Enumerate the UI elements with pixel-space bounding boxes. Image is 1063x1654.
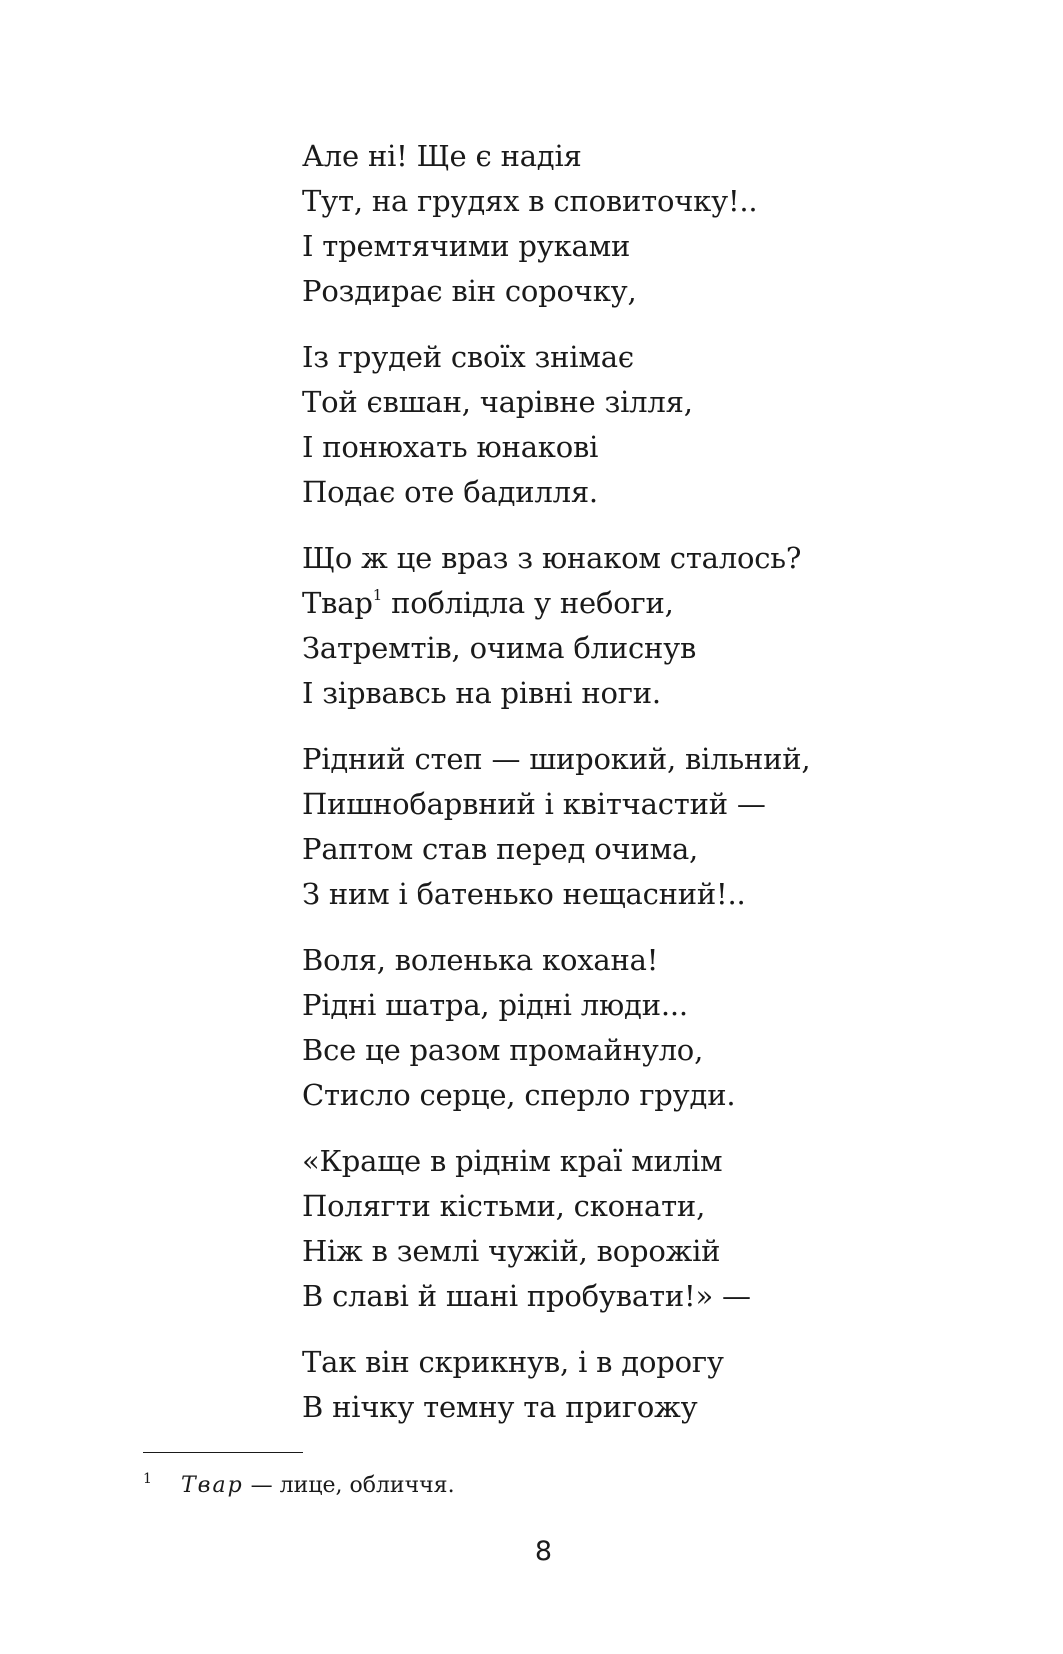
stanza-6 xyxy=(302,1139,1022,1319)
poem-line: Пишнобарвний і квітчастий — xyxy=(302,787,766,821)
poem-line: Із грудей своїх знімає xyxy=(302,340,634,374)
poem-line: В славі й шані пробувати!» — xyxy=(302,1279,751,1313)
poem-line: Роздирає він сорочку, xyxy=(302,274,637,308)
poem-line: Але ні! Ще є надія xyxy=(302,139,582,173)
poem-line: Рідний степ — широкий, вільний, xyxy=(302,742,811,776)
poem-line: Тут, на грудях в сповиточку!.. xyxy=(302,184,758,218)
poem-line: З ним і батенько нещасний!.. xyxy=(302,877,746,911)
poem-line: Стисло серце, сперло груди. xyxy=(302,1078,736,1112)
stanza-5 xyxy=(302,938,1022,1118)
footnote-reference[interactable]: 1 xyxy=(372,586,383,604)
poem-line: Полягти кістьми, сконати, xyxy=(302,1189,706,1223)
poem-line: Затремтів, очима блиснув xyxy=(302,631,697,665)
poem-line: Все це разом промайнуло, xyxy=(302,1033,704,1067)
stanza-1 xyxy=(302,134,1022,314)
footnote xyxy=(143,1464,455,1501)
poem-line: Ніж в землі чужій, ворожій xyxy=(302,1234,721,1268)
stanza-7 xyxy=(302,1340,1022,1430)
poem-line: «Краще в ріднім краї милім xyxy=(302,1144,723,1178)
footnote-divider xyxy=(143,1452,303,1453)
stanza-2 xyxy=(302,335,1022,515)
poem-line: Воля, воленька кохана! xyxy=(302,943,659,977)
poem-line: Рідні шатра, рідні люди... xyxy=(302,988,688,1022)
page-number: 8 xyxy=(534,1536,553,1567)
footnoted-line-rest: поблідла у небоги, xyxy=(382,586,674,620)
poem-text xyxy=(302,134,1022,1451)
poem-line: І зірвавсь на рівні ноги. xyxy=(302,676,661,710)
poem-line: Той євшан, чарівне зілля, xyxy=(302,385,693,419)
stanza-4 xyxy=(302,737,1022,917)
poem-line: В нічку темну та пригожу xyxy=(302,1390,698,1424)
poem-line: Раптом став перед очима, xyxy=(302,832,699,866)
poem-line-with-footnote xyxy=(302,581,1022,626)
footnote-definition: — лице, обличчя. xyxy=(243,1473,455,1498)
poem-line: І понюхать юнакові xyxy=(302,430,599,464)
footnoted-word: Твар xyxy=(302,586,373,620)
poem-line: Що ж це враз з юнаком сталось? xyxy=(302,541,802,575)
poem-line: І тремтячими руками xyxy=(302,229,631,263)
footnote-mark: 1 xyxy=(143,1471,152,1487)
poem-line: Так він скрикнув, і в дорогу xyxy=(302,1345,724,1379)
stanza-3 xyxy=(302,536,1022,716)
poem-line: Подає оте бадилля. xyxy=(302,475,598,509)
footnote-term: Твар xyxy=(181,1473,244,1498)
